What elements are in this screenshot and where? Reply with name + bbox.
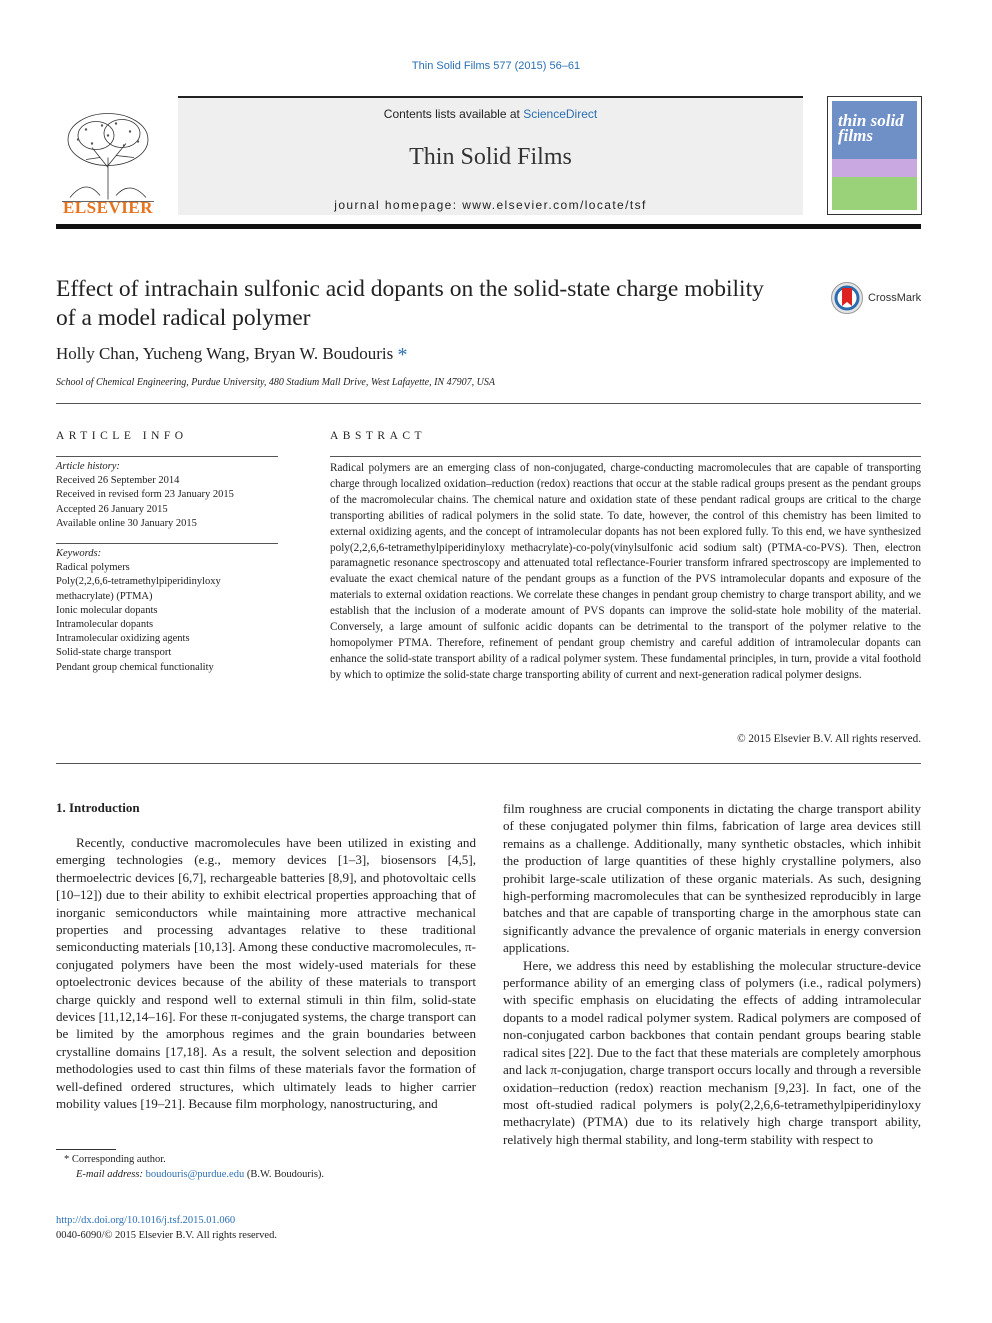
journal-reference-link[interactable]: Thin Solid Films 577 (2015) 56–61 <box>411 60 581 72</box>
keyword-item: Intramolecular oxidizing agents <box>56 633 190 645</box>
author-names: Holly Chan, Yucheng Wang, Bryan W. Boudouris <box>56 344 394 363</box>
cover-title: thin solid films <box>838 111 904 145</box>
journal-header-box <box>178 96 803 215</box>
history-online: Available online 30 January 2015 <box>56 517 197 529</box>
doi-block <box>56 1214 476 1243</box>
keywords <box>56 547 278 675</box>
corresponding-author-marker[interactable]: * <box>397 344 408 366</box>
abstract-text: Radical polymers are an emerging class of non-conjugated, charge-conducting macromolecules that are capable of transporting charge through localized oxidation–reduction (redox) reactions that occur at the stable radical groups present as the pendant groups of the macromolecular chains. The chemical nature and oxidation state of these pendant radical groups are critical to the charge transporting abilities of radical polymers in the solid state. To date, however, the control of this chemistry has been limited to external oxidizing agents, and the concept of intramolecular dopants has not been explored fully. To this end, we have synthesized poly(2,2,6,6-tetramethylpiperidinyloxy methacrylate)-co-poly(vinylsulfonic acid sodium salt) (PTMA-co-PVS). Then, electron paramagnetic resonance spectroscopy and attenuated total reflectance-Fourier transform infrared spectroscopy are implemented to evaluate the exact chemical nature of the pendant groups as a function of the PVS intramolecular dopants and exposure of the materials to external oxidation reactions. We correlate these changes in pendant group chemistry to charge transport ability, and we establish that the inclusion of a moderate amount of PVS dopants can improve the solid-state hole mobility of the material. Conversely, a large amount of sulfonic acidic dopants can be detrimental to the transport of the polymer relative to the homopolymer PTMA. Therefore, refinement of pendant group chemistry and careful addition of intramolecular dopants can enhance the solid-state transport ability of a radical polymer system. These fundamental principles, in turn, provide a vital foothold by which to optimize the solid-state charge transporting ability of current and next-generation radical polymer designs. <box>330 462 921 681</box>
history-accepted: Accepted 26 January 2015 <box>56 503 168 515</box>
keyword-item: Intramolecular dopants <box>56 619 154 631</box>
divider <box>56 763 921 764</box>
keyword-item: Pendant group chemical functionality <box>56 661 214 673</box>
intro-paragraph-1-continued: film roughness are crucial components in dictating the charge transport ability of these conjugated polymer thin films, fabrication of large area devices still remains as a challenge. Additionally, many synthetic obstacles, which inhibit the production of large quantities of these highly crystalline polymers, also prohibit large-scale utilization of these organic materials. As such, designing high-performing macromolecules that can be synthesized reproducibly in large batches and that are capable of transporting charge in the amorphous state can significantly advance the prevalence of organic materials in energy conversion applications. <box>503 801 921 956</box>
corresponding-author-note: Corresponding author. <box>71 1154 166 1165</box>
affiliation: School of Chemical Engineering, Purdue University, 480 Stadium Mall Drive, West Lafayette, IN 47907, USA <box>56 377 495 388</box>
footnote-rule <box>56 1149 116 1150</box>
contents-line <box>178 107 803 121</box>
journal-cover-image <box>827 96 922 215</box>
keyword-item: methacrylate) (PTMA) <box>56 590 153 602</box>
crossmark-label[interactable]: CrossMark <box>868 292 922 304</box>
article-title: Effect of intrachain sulfonic acid dopants on the solid-state charge mobility of a model radical polymer <box>56 276 764 331</box>
keyword-item: Poly(2,2,6,6-tetramethylpiperidinyloxy <box>56 576 221 588</box>
abstract-copyright: © 2015 Elsevier B.V. All rights reserved. <box>737 733 921 745</box>
keyword-item: Radical polymers <box>56 562 130 574</box>
issn-line: 0040-6090/© 2015 Elsevier B.V. All rights reserved. <box>56 1229 277 1241</box>
contents-prefix: Contents lists available at <box>383 107 524 121</box>
journal-name: Thin Solid Films <box>409 144 572 170</box>
doi-link[interactable]: http://dx.doi.org/10.1016/j.tsf.2015.01.060 <box>56 1215 236 1226</box>
history-revised: Received in revised form 23 January 2015 <box>56 489 234 501</box>
divider <box>56 403 921 404</box>
divider <box>56 456 278 457</box>
email-label: E-mail address: <box>76 1168 143 1180</box>
divider <box>56 543 278 544</box>
intro-paragraph-2: Here, we address this need by establishing the molecular structure-device performance ability of an emerging class of polymers (i.e., radical polymers) with specific emphasis on elucidating the effects of adding intramolecular dopants to a model radical polymer system. Radical polymers are composed of non-conjugated carbon backbones that contain pendant groups bearing stable radical sites [22]. Due to the fact that these materials are completely amorphous and lack π-conjugation, charge transport occurs locally and through a reversible oxidation–reduction (redox) reaction mechanism [9,23]. In fact, one of the most oft-studied radical polymers is poly(2,2,6,6-tetramethylpiperidinyloxy methacrylate) (PTMA) due to its relatively high charge transport ability, relatively high thermal stability, and long-term stability with respect to <box>503 957 921 1147</box>
body-column-right <box>503 800 921 1148</box>
history-label: Article history: <box>56 461 120 472</box>
footnote-marker: * <box>64 1154 70 1165</box>
article-history <box>56 460 278 531</box>
body-column-left <box>56 834 476 1113</box>
email-suffix: (B.W. Boudouris). <box>246 1168 325 1180</box>
sciencedirect-link[interactable]: ScienceDirect <box>523 107 598 121</box>
article-info-heading: ARTICLE INFO <box>56 430 188 442</box>
keyword-item: Ionic molecular dopants <box>56 604 158 616</box>
footnote <box>56 1153 476 1182</box>
keyword-item: Solid-state charge transport <box>56 647 172 659</box>
section-heading-introduction: 1. Introduction <box>56 800 140 815</box>
divider <box>330 456 921 457</box>
history-received: Received 26 September 2014 <box>56 475 180 487</box>
abstract-heading: ABSTRACT <box>330 430 427 442</box>
header-rule <box>56 224 921 229</box>
elsevier-wordmark: ELSEVIER <box>63 198 153 217</box>
journal-homepage-link[interactable]: journal homepage: www.elsevier.com/locate/tsf <box>334 198 647 212</box>
intro-paragraph-1: Recently, conductive macromolecules have been utilized in existing and emerging technologies (e.g., memory devices [1–3], biosensors [4,5], thermoelectric devices [6,7], rechargeable batteries [8,9], and photovoltaic cells [10–12]) due to their ability to exhibit electrical properties approaching that of inorganic semiconductors while maintaining more attractive mechanical properties and processing advantages relative to these traditional semiconducting materials [10,13]. Among these conductive macromolecules, π-conjugated polymers have been the most widely-used materials for these optoelectronic devices because of the ability of these materials to transport charge quickly and respond well to external stimuli in thin film, solid-state devices [11,12,14–16]. For these π-conjugated systems, the charge transport can be limited by the amorphous regimes and the grain boundaries between crystalline domains [17,18]. As a result, the solvent selection and deposition methodologies used to cast thin films of these materials favor the formation of well-defined ordered structures, which ultimately leads to higher carrier mobility values [19–21]. Because film morphology, nanostructuring, and <box>56 835 476 1112</box>
author-email-link[interactable]: boudouris@purdue.edu <box>145 1168 245 1180</box>
author-list <box>56 344 407 367</box>
keywords-label: Keywords: <box>56 548 102 559</box>
